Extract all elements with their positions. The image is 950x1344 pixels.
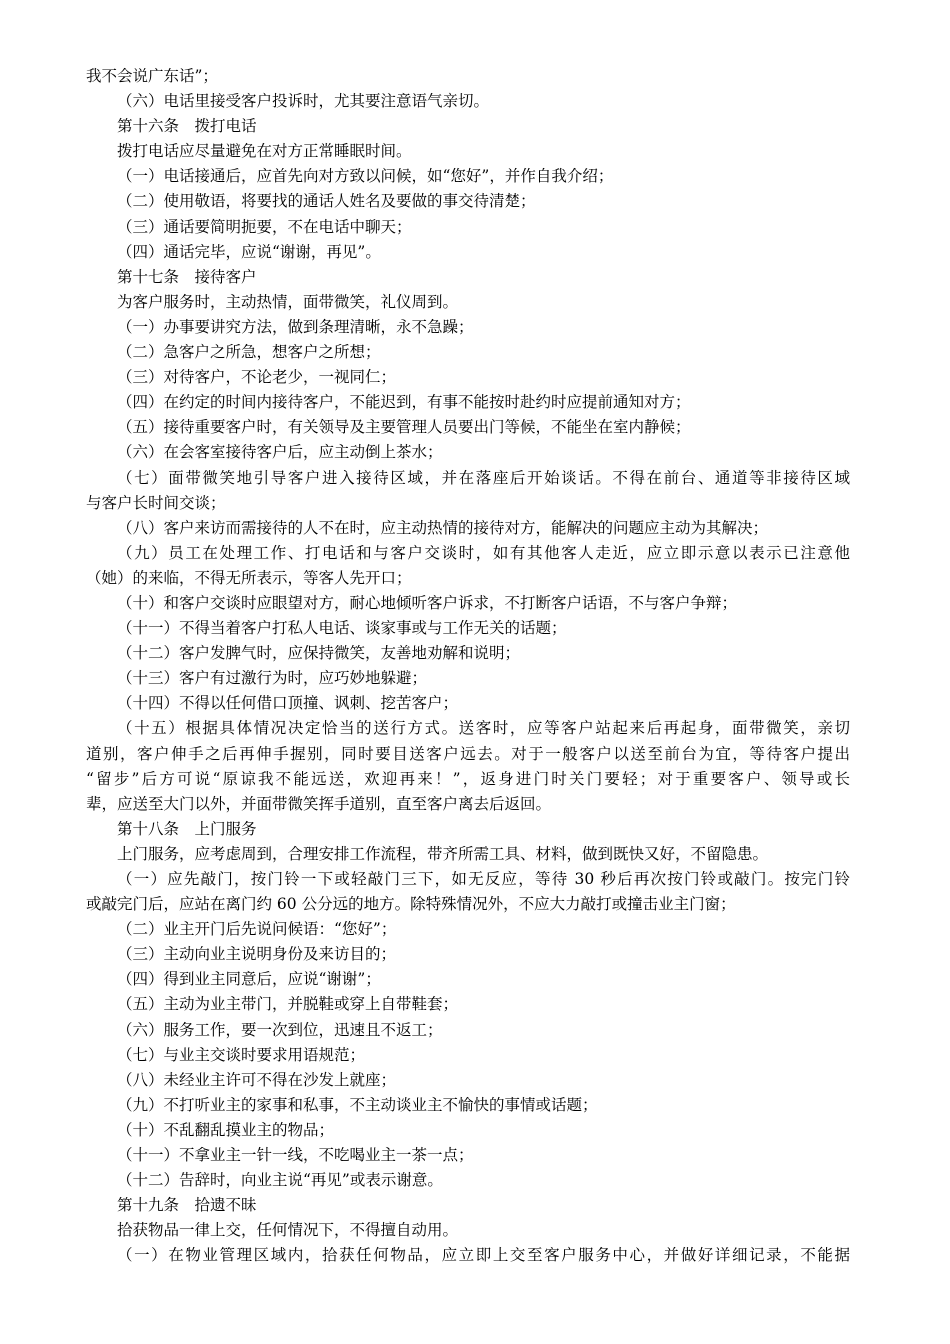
text-line-item: （三）通话要简明扼要，不在电话中聊天； xyxy=(117,217,412,236)
text-line-item: （一）办事要讲究方法，做到条理清晰，永不急躁； xyxy=(117,317,474,336)
text-line-item: （四）通话完毕，应说“谢谢，再见”。 xyxy=(117,242,381,261)
text-line-item: （九）不打听业主的家事和私事，不主动谈业主不愉快的事情或话题； xyxy=(117,1095,598,1114)
text-line-item: （六）电话里接受客户投诉时，尤其要注意语气亲切。 xyxy=(117,92,490,111)
text-line-item: （五）接待重要客户时，有关领导及主要管理人员要出门等候，不能坐在室内静候； xyxy=(117,418,691,437)
text-line-item: （十一）不拿业主一针一线，不吃喝业主一茶一点； xyxy=(117,1146,474,1165)
text-line-item: （十五）根据具体情况决定恰当的送行方式。送客时，应等客户站起来后再起身，面带微笑，亲切 xyxy=(117,719,850,738)
text-line-item: （一）电话接通后，应首先向对方致以问候，如“您好”，并作自我介绍； xyxy=(117,167,614,186)
article-intro: 为客户服务时，主动热情，面带微笑，礼仪周到。 xyxy=(117,292,459,311)
text-line-item: （十三）客户有过激行为时，应巧妙地躲避； xyxy=(117,669,428,688)
text-line-item: （二）急客户之所急，想客户之所想； xyxy=(117,343,381,362)
article-intro: 拾获物品一律上交，任何情况下，不得擅自动用。 xyxy=(117,1221,459,1240)
text-line-item: （一）在物业管理区域内，拾获任何物品，应立即上交至客户服务中心，并做好详细记录，不能据 xyxy=(117,1246,850,1265)
text-line-item: （二）业主开门后先说问候语：“您好”； xyxy=(117,920,397,939)
article-intro: 上门服务，应考虑周到，合理安排工作流程，带齐所需工具、材料，做到既快又好，不留隐患。 xyxy=(117,844,769,863)
text-line-continuation: 辈，应送至大门以外，并面带微笑挥手道别，直至客户离去后返回。 xyxy=(86,794,552,813)
text-line-continuation: （她）的来临，不得无所表示，等客人先开口； xyxy=(86,568,412,587)
article-heading-18: 第十八条 上门服务 xyxy=(117,819,257,838)
text-line-item: （三）主动向业主说明身份及来访目的； xyxy=(117,945,397,964)
text-line-item: （六）服务工作，要一次到位，迅速且不返工； xyxy=(117,1020,443,1039)
text-line-item: （八）客户来访而需接待的人不在时，应主动热情的接待对方，能解决的问题应主动为其解决； xyxy=(117,518,769,537)
text-line-item: （十二）客户发脾气时，应保持微笑，友善地劝解和说明； xyxy=(117,644,521,663)
text-line-item: （七）与业主交谈时要求用语规范； xyxy=(117,1045,366,1064)
text-line-item: （四）得到业主同意后，应说“谢谢”； xyxy=(117,970,381,989)
article-heading-16: 第十六条 拨打电话 xyxy=(117,117,257,136)
text-line-item: （八）未经业主许可不得在沙发上就座； xyxy=(117,1070,397,1089)
text-line-item: （四）在约定的时间内接待客户，不能迟到，有事不能按时赴约时应提前通知对方； xyxy=(117,393,691,412)
text-line-item: （十一）不得当着客户打私人电话、谈家事或与工作无关的话题； xyxy=(117,619,567,638)
text-line-item: （五）主动为业主带门，并脱鞋或穿上自带鞋套； xyxy=(117,995,459,1014)
text-line-item: （六）在会客室接待客户后，应主动倒上茶水； xyxy=(117,443,443,462)
text-line-continuation: “留步”后方可说“原谅我不能远送，欢迎再来！”，返身进门时关门要轻；对于重要客户、领导或长 xyxy=(86,769,850,788)
text-line-item: （一）应先敲门，按门铃一下或轻敲门三下，如无反应，等待 30 秒后再次按门铃或敲门。按完门铃 xyxy=(117,870,850,888)
text-line-item: （十）和客户交谈时应眼望对方，耐心地倾听客户诉求，不打断客户话语，不与客户争辩； xyxy=(117,593,738,612)
text-line-continuation: 我不会说广东话”； xyxy=(86,67,218,85)
text-line-item: （二）使用敬语，将要找的通话人姓名及要做的事交待清楚； xyxy=(117,192,536,211)
text-line-item: （三）对待客户，不论老少，一视同仁； xyxy=(117,368,397,387)
text-line-item: （七）面带微笑地引导客户进入接待区域，并在落座后开始谈话。不得在前台、通道等非接待区域 xyxy=(117,468,850,487)
text-line-item: （十四）不得以任何借口顶撞、讽刺、挖苦客户； xyxy=(117,694,459,713)
text-line-continuation: 与客户长时间交谈； xyxy=(86,493,226,512)
article-intro: 拨打电话应尽量避免在对方正常睡眠时间。 xyxy=(117,142,412,161)
text-line-item: （九）员工在处理工作、打电话和与客户交谈时，如有其他客人走近，应立即示意以表示已注意他 xyxy=(117,543,850,562)
text-line-item: （十二）告辞时，向业主说“再见”或表示谢意。 xyxy=(117,1171,443,1190)
article-heading-19: 第十九条 拾遗不昧 xyxy=(117,1196,257,1215)
document-page xyxy=(86,64,850,1269)
text-line-item: （十）不乱翻乱摸业主的物品； xyxy=(117,1120,335,1139)
text-line-continuation: 道别，客户伸手之后再伸手握别，同时要目送客户远去。对于一般客户以送至前台为宜，等待客户提出 xyxy=(86,744,850,763)
article-heading-17: 第十七条 接待客户 xyxy=(117,267,257,286)
text-line-continuation: 或敲完门后，应站在离门约 60 公分远的地方。除特殊情况外，不应大力敲打或撞击业主门窗； xyxy=(86,895,736,914)
